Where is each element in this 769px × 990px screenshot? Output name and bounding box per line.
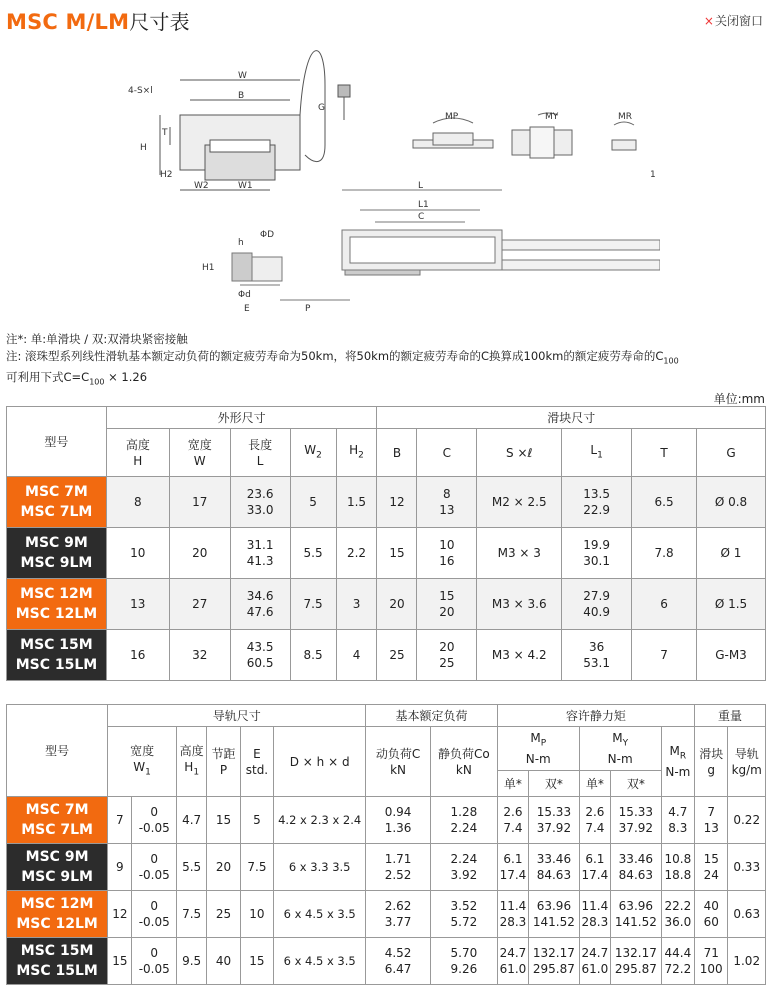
hdr-L1: $L_1$: [562, 429, 632, 477]
cell-E: 15: [240, 938, 273, 985]
table-row: [7, 630, 766, 681]
cell-rail-weight: 0.22: [728, 797, 766, 844]
model-cell: MSC 7M MSC 7LM: [7, 477, 107, 528]
cell-MP-double: 33.46 84.63: [529, 844, 580, 891]
cell-W1: 9: [108, 844, 132, 891]
hdr-MY-single: 单*: [579, 771, 610, 797]
page-title: [6, 6, 190, 35]
model-cell: MSC 9M MSC 9LM: [7, 844, 108, 891]
hdr-L: 長度 L: [230, 429, 290, 477]
cell-D: 6 x 4.5 x 3.5: [274, 891, 366, 938]
cell-C: 8 13: [417, 477, 477, 528]
cell-H: 16: [106, 630, 169, 681]
hdr-W2: $W_2$: [290, 429, 336, 477]
close-window-link[interactable]: [704, 12, 763, 29]
table-row: [7, 891, 766, 938]
hdr-H2: $H_2$: [336, 429, 377, 477]
label-H2: H2: [160, 170, 173, 180]
table-row: [7, 579, 766, 630]
label-MR: MR: [618, 112, 633, 122]
cell-W: 20: [169, 528, 230, 579]
cell-P: 25: [207, 891, 240, 938]
cell-H2: 2.2: [336, 528, 377, 579]
label-W: W: [238, 71, 247, 81]
cell-L1: 19.9 30.1: [562, 528, 632, 579]
model-cell: MSC 7M MSC 7LM: [7, 797, 108, 844]
cell-L1: 13.5 22.9: [562, 477, 632, 528]
cell-H2: 1.5: [336, 477, 377, 528]
title-suffix: 尺寸表: [129, 10, 190, 34]
cell-B: 25: [377, 630, 417, 681]
cell-block-weight: 7 13: [695, 797, 728, 844]
cell-W1: 12: [108, 891, 132, 938]
cell-S: M3 × 4.2: [477, 630, 562, 681]
table-row: [7, 477, 766, 528]
label-phid: Φd: [238, 290, 251, 300]
notes: [6, 331, 766, 391]
cell-MP-single: 6.1 17.4: [497, 844, 528, 891]
label-T: T: [162, 128, 168, 138]
cell-L1: 27.9 40.9: [562, 579, 632, 630]
hdr-C: C: [417, 429, 477, 477]
label-W2: W2: [194, 181, 209, 191]
cell-W2: 5.5: [290, 528, 336, 579]
table-row: [7, 938, 766, 985]
cell-L: 34.6 47.6: [230, 579, 290, 630]
model-cell: MSC 9M MSC 9LM: [7, 528, 107, 579]
hdr-MY: $M_Y$ N-m: [579, 727, 661, 771]
label-H1: H1: [202, 263, 215, 273]
cell-MY-single: 6.1 17.4: [579, 844, 610, 891]
group-outer: 外形尺寸: [106, 407, 377, 429]
group-rail: 导轨尺寸: [108, 705, 366, 727]
label-C: C: [418, 212, 425, 222]
cell-H1: 5.5: [176, 844, 206, 891]
block-dimension-table: [6, 406, 766, 681]
cell-W: 32: [169, 630, 230, 681]
hdr-W: 宽度 W: [169, 429, 230, 477]
cell-C-load: 1.71 2.52: [366, 844, 431, 891]
hdr-D: D × h × d: [274, 727, 366, 797]
cell-H: 10: [106, 528, 169, 579]
label-W1: W1: [238, 181, 253, 191]
cell-C0-load: 2.24 3.92: [430, 844, 497, 891]
cell-rail-weight: 0.33: [728, 844, 766, 891]
model-cell: MSC 12M MSC 12LM: [7, 891, 108, 938]
cell-B: 15: [377, 528, 417, 579]
model-header: 型号: [7, 407, 107, 477]
cell-H2: 4: [336, 630, 377, 681]
cell-H: 13: [106, 579, 169, 630]
cell-L: 23.6 33.0: [230, 477, 290, 528]
cell-C0-load: 1.28 2.24: [430, 797, 497, 844]
hdr-rail-weight: 导轨 kg/m: [728, 727, 766, 797]
dimension-drawing: [120, 45, 660, 325]
label-E: E: [244, 304, 250, 314]
hdr-MP: $M_P$ N-m: [497, 727, 579, 771]
cell-MY-double: 132.17 295.87: [611, 938, 662, 985]
cell-P: 15: [207, 797, 240, 844]
hdr-C-load: 动负荷C kN: [366, 727, 431, 797]
cell-G: Ø 1: [697, 528, 766, 579]
cell-MR: 44.4 72.2: [661, 938, 694, 985]
rail-load-table: [6, 704, 766, 985]
cell-MR: 10.8 18.8: [661, 844, 694, 891]
hdr-MR: $M_R$ N-m: [661, 727, 694, 797]
cell-block-weight: 71 100: [695, 938, 728, 985]
cell-H1: 4.7: [176, 797, 206, 844]
cell-B: 12: [377, 477, 417, 528]
note-3-tail: × 1.26: [104, 370, 148, 385]
hdr-W1: 宽度 $W_1$: [108, 727, 177, 797]
cell-C: 15 20: [417, 579, 477, 630]
label-L: L: [418, 181, 424, 191]
cell-block-weight: 40 60: [695, 891, 728, 938]
cell-tolerance: 0 -0.05: [132, 797, 177, 844]
cell-C0-load: 3.52 5.72: [430, 891, 497, 938]
cell-W1: 15: [108, 938, 132, 985]
note-3-text: 可利用下式C=C: [6, 370, 90, 385]
hdr-MY-double: 双*: [611, 771, 662, 797]
cell-rail-weight: 0.63: [728, 891, 766, 938]
cell-L: 43.5 60.5: [230, 630, 290, 681]
cell-MY-single: 2.6 7.4: [579, 797, 610, 844]
cell-W2: 5: [290, 477, 336, 528]
cell-G: G-M3: [697, 630, 766, 681]
table-row: [7, 797, 766, 844]
close-label: 关闭窗口: [714, 14, 763, 28]
model-cell: MSC 15M MSC 15LM: [7, 938, 108, 985]
hdr-MP-single: 单*: [497, 771, 528, 797]
cell-C0-load: 5.70 9.26: [430, 938, 497, 985]
cell-G: Ø 1.5: [697, 579, 766, 630]
cell-W2: 7.5: [290, 579, 336, 630]
title-model: MSC M/LM: [6, 10, 130, 34]
cell-H2: 3: [336, 579, 377, 630]
close-icon: ×: [703, 14, 714, 28]
cell-L1: 36 53.1: [562, 630, 632, 681]
hdr-H: 高度 H: [106, 429, 169, 477]
model-header-2: 型号: [7, 705, 108, 797]
cell-B: 20: [377, 579, 417, 630]
hdr-E: E std.: [240, 727, 273, 797]
cell-C: 10 16: [417, 528, 477, 579]
cell-H1: 7.5: [176, 891, 206, 938]
cell-MP-double: 15.33 37.92: [529, 797, 580, 844]
side-view: [240, 190, 660, 300]
cell-MP-single: 2.6 7.4: [497, 797, 528, 844]
cell-tolerance: 0 -0.05: [132, 891, 177, 938]
table-row: [7, 528, 766, 579]
cell-S: M2 × 2.5: [477, 477, 562, 528]
hdr-H1: 高度 $H_1$: [176, 727, 206, 797]
cell-P: 20: [207, 844, 240, 891]
cell-E: 10: [240, 891, 273, 938]
cell-T: 6: [632, 579, 697, 630]
note-3-sub: 100: [89, 377, 105, 387]
cell-MP-single: 11.4 28.3: [497, 891, 528, 938]
hdr-T: T: [632, 429, 697, 477]
label-L1: L1: [418, 200, 429, 210]
cell-MR: 4.7 8.3: [661, 797, 694, 844]
model-cell: MSC 15M MSC 15LM: [7, 630, 107, 681]
hdr-G: G: [697, 429, 766, 477]
cell-C-load: 2.62 3.77: [366, 891, 431, 938]
label-h: h: [238, 238, 244, 248]
cell-MY-double: 15.33 37.92: [611, 797, 662, 844]
cell-MR: 22.2 36.0: [661, 891, 694, 938]
cell-E: 7.5: [240, 844, 273, 891]
table-row: [7, 844, 766, 891]
note-2: [6, 348, 766, 369]
note-2-sub: 100: [663, 356, 679, 366]
cell-T: 7.8: [632, 528, 697, 579]
label-B: B: [238, 91, 245, 101]
cell-MY-double: 63.96 141.52: [611, 891, 662, 938]
cell-W1: 7: [108, 797, 132, 844]
cell-E: 5: [240, 797, 273, 844]
cell-T: 7: [632, 630, 697, 681]
group-weight: 重量: [695, 705, 766, 727]
label-phiD: ΦD: [260, 230, 275, 240]
label-screw: 4-S×l: [128, 86, 153, 96]
cell-MY-double: 33.46 84.63: [611, 844, 662, 891]
cell-T: 6.5: [632, 477, 697, 528]
hdr-S: S ×ℓ: [477, 429, 562, 477]
cell-C-load: 4.52 6.47: [366, 938, 431, 985]
unit-label: 单位:mm: [713, 392, 765, 406]
cell-tolerance: 0 -0.05: [132, 938, 177, 985]
cell-H: 8: [106, 477, 169, 528]
cell-D: 4.2 x 2.3 x 2.4: [274, 797, 366, 844]
label-H: H: [140, 143, 147, 153]
hdr-C0-load: 静负荷Co kN: [430, 727, 497, 797]
note-2-text: 注: 滚珠型系列线性滑轨基本额定动负荷的额定疲劳寿命为50km，将50km的额定疲劳寿命的C换算成100km的额定疲劳寿命的C: [6, 349, 664, 363]
front-view: [160, 51, 350, 190]
cell-tolerance: 0 -0.05: [132, 844, 177, 891]
cell-MY-single: 11.4 28.3: [579, 891, 610, 938]
group-load: 基本额定负荷: [366, 705, 498, 727]
hdr-MP-double: 双*: [529, 771, 580, 797]
note-3: [6, 369, 766, 390]
hdr-B: B: [377, 429, 417, 477]
cell-MP-single: 24.7 61.0: [497, 938, 528, 985]
cell-C: 20 25: [417, 630, 477, 681]
group-block: 滑块尺寸: [377, 407, 766, 429]
label-G: G: [318, 103, 325, 113]
cell-MP-double: 63.96 141.52: [529, 891, 580, 938]
label-P: P: [305, 304, 311, 314]
cell-D: 6 x 4.5 x 3.5: [274, 938, 366, 985]
cell-S: M3 × 3.6: [477, 579, 562, 630]
cell-P: 40: [207, 938, 240, 985]
cell-W2: 8.5: [290, 630, 336, 681]
hdr-P: 节距 P: [207, 727, 240, 797]
group-moment: 容许静力矩: [497, 705, 694, 727]
cell-L: 31.1 41.3: [230, 528, 290, 579]
cell-C-load: 0.94 1.36: [366, 797, 431, 844]
cell-rail-weight: 1.02: [728, 938, 766, 985]
cell-G: Ø 0.8: [697, 477, 766, 528]
cell-W: 27: [169, 579, 230, 630]
cell-MY-single: 24.7 61.0: [579, 938, 610, 985]
cell-S: M3 × 3: [477, 528, 562, 579]
label-one: 1: [650, 170, 656, 180]
cell-W: 17: [169, 477, 230, 528]
label-MY: MY: [545, 112, 559, 122]
cell-H1: 9.5: [176, 938, 206, 985]
label-MP: MP: [445, 112, 459, 122]
note-1: 注*: 单:单滑块 / 双:双滑块紧密接触: [6, 332, 188, 346]
cell-MP-double: 132.17 295.87: [529, 938, 580, 985]
hdr-block-weight: 滑块 g: [695, 727, 728, 797]
model-cell: MSC 12M MSC 12LM: [7, 579, 107, 630]
cell-D: 6 x 3.3 3.5: [274, 844, 366, 891]
cell-block-weight: 15 24: [695, 844, 728, 891]
